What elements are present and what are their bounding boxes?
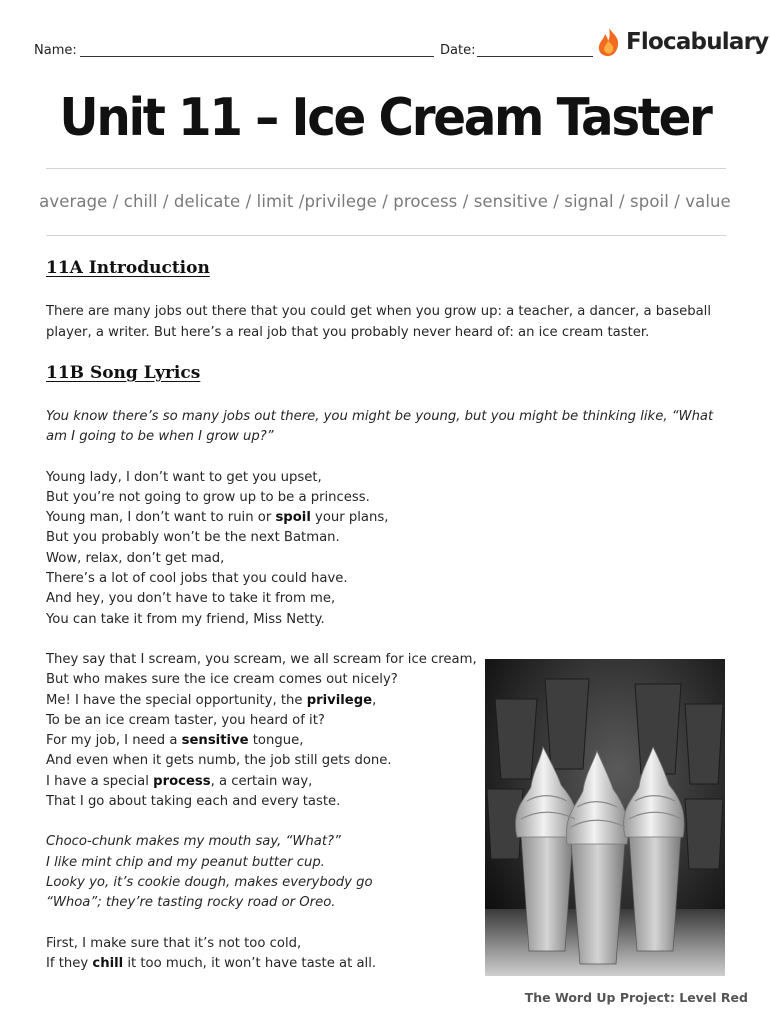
date-field[interactable]: [477, 56, 593, 57]
lyric-text: But who makes sure the ice cream comes out nicely?: [46, 672, 398, 688]
lyric-text: it too much, it won’t have taste at all.: [123, 955, 377, 971]
vocab-word: privilege: [306, 692, 373, 708]
lyric-text: But you probably won’t be the next Batman.: [46, 530, 340, 546]
top-divider: [46, 168, 726, 169]
lyric-text: Young man, I don’t want to ruin or: [46, 510, 276, 526]
lyrics-intro: [46, 407, 713, 448]
lyric-line: [46, 549, 713, 569]
lyric-line: “Whoa”; they’re tasting rocky road or Oreo.: [46, 895, 336, 911]
vocabulary-list: average / chill / delicate / limit /privilege / process / sensitive / signal / spoil / value: [39, 192, 731, 211]
stanza-1: [46, 468, 713, 630]
lyric-text: To be an ice cream taster, you heard of it?: [46, 712, 325, 728]
vocab-word: spoil: [275, 510, 311, 526]
lyric-text: They say that I scream, you scream, we all scream for ice cream,: [46, 651, 477, 667]
flocabulary-logo: [596, 26, 768, 58]
lyric-line: You know there’s so many jobs out there, you might be young, but you might be thinking like, “What: [46, 409, 714, 424]
lyric-text: And hey, you don’t have to take it from me,: [46, 591, 336, 607]
name-label: Name:: [34, 43, 77, 58]
introduction-text: There are many jobs out there that you could get when you grow up: a teacher, a dancer, a baseball player, a writer. But here’s a real job that you probably never heard of: an ice cream taster.: [46, 304, 711, 340]
logo-wordmark: Flocabulary: [626, 29, 769, 55]
lyric-text: You can take it from my friend, Miss Netty.: [46, 611, 325, 627]
lyric-line: [46, 528, 713, 548]
lyric-text: First, I make sure that it’s not too cold,: [46, 935, 302, 951]
ice-cream-cones-photo: [485, 659, 725, 976]
lyric-line: [46, 610, 713, 630]
section-heading-introduction: 11A Introduction: [46, 258, 210, 278]
section-heading-lyrics: 11B Song Lyrics: [46, 363, 201, 383]
lyric-text: For my job, I need a: [46, 733, 182, 749]
vocab-word: process: [153, 773, 211, 789]
vocab-word: chill: [92, 955, 124, 971]
lyric-text: Wow, relax, don’t get mad,: [46, 550, 225, 566]
lyric-line: [46, 488, 713, 508]
lyric-text: your plans,: [310, 510, 389, 526]
bottom-divider: [46, 235, 726, 236]
lyric-line: [46, 468, 713, 488]
lyric-text: But you’re not going to grow up to be a princess.: [46, 489, 370, 505]
lyric-line: I like mint chip and my peanut butter cup.: [46, 854, 325, 870]
lyric-line: [46, 589, 713, 609]
date-label: Date:: [440, 43, 476, 58]
lyric-text: If they: [46, 955, 93, 971]
lyric-text: ,: [372, 692, 377, 708]
lyric-text: There’s a lot of cool jobs that you could have.: [46, 571, 348, 587]
lyric-line: Choco-chunk makes my mouth say, “What?”: [46, 834, 341, 850]
lyric-text: , a certain way,: [210, 773, 313, 789]
lyric-text: And even when it gets numb, the job still gets done.: [46, 753, 392, 769]
lyric-text: tongue,: [248, 733, 304, 749]
vocab-word: sensitive: [181, 733, 249, 749]
flame-icon: [596, 27, 622, 57]
lyric-text: Young lady, I don’t want to get you upset,: [46, 469, 322, 485]
lyric-line: am I going to be when I grow up?”: [46, 429, 274, 445]
name-field[interactable]: [80, 56, 434, 57]
lyric-line: [46, 569, 713, 589]
lyric-line: Looky yo, it’s cookie dough, makes everybody go: [46, 874, 373, 890]
lyric-text: That I go about taking each and every taste.: [46, 794, 341, 810]
lyric-line: [46, 508, 713, 528]
footer-text: The Word Up Project: Level Red: [524, 990, 748, 1005]
lyric-text: I have a special: [46, 773, 154, 789]
page-title: Unit 11 – Ice Cream Taster: [59, 88, 711, 148]
lyric-text: Me! I have the special opportunity, the: [46, 692, 307, 708]
